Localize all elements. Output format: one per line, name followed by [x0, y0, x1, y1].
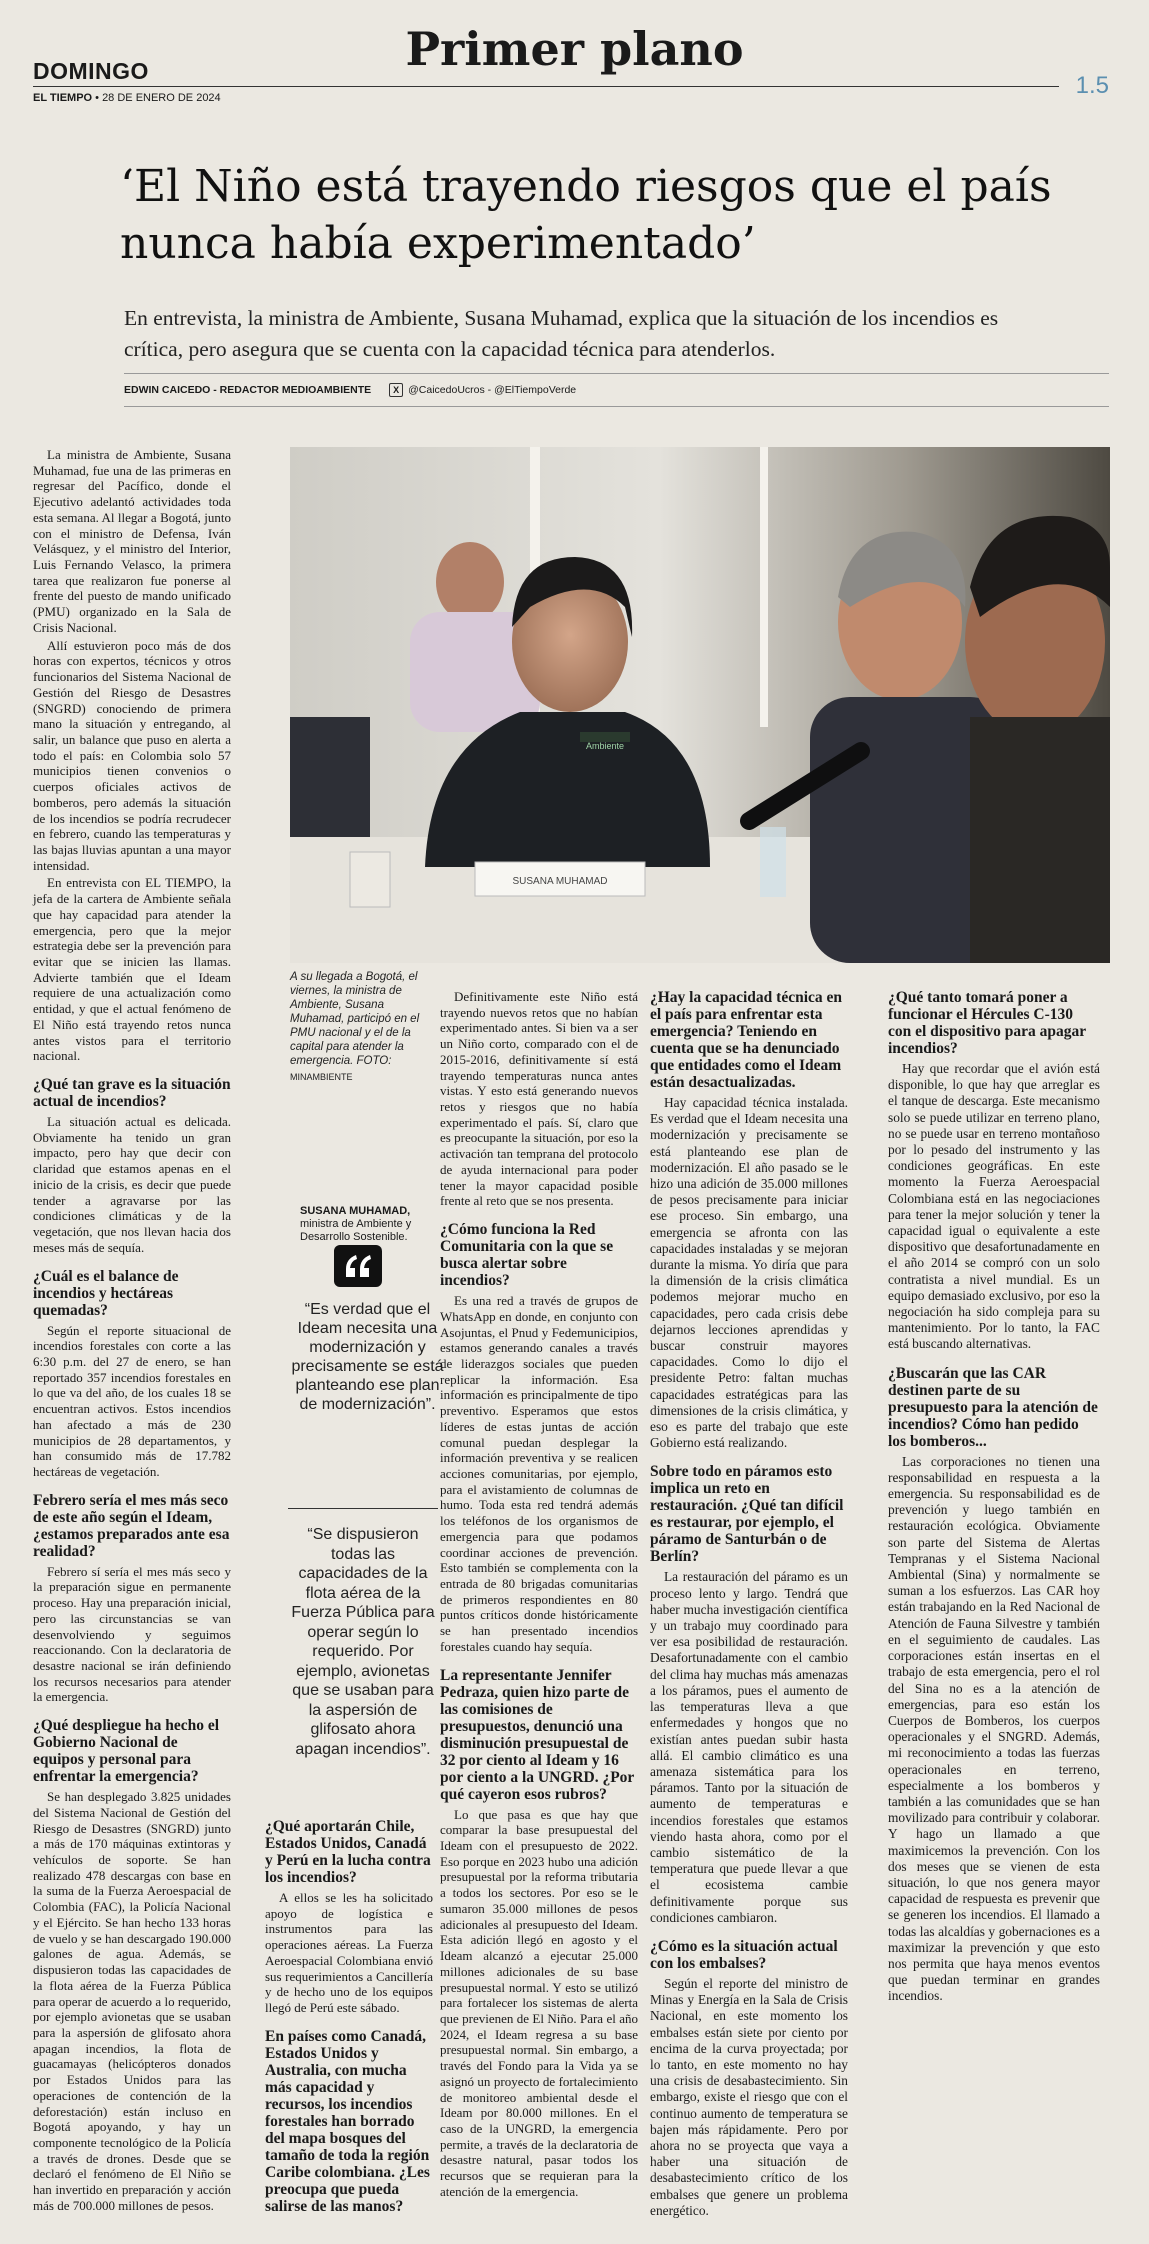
headline: ‘El Niño está trayendo riesgos que el país nunca había experimentado’ [120, 161, 1052, 269]
quote-icon [334, 1245, 382, 1287]
pull-quote-1: “Es verdad que el Ideam necesita una modernización y precisamente se está planteando ese plan de modernización”. [291, 1301, 444, 1413]
column-2 [440, 989, 638, 2202]
question: ¿Cómo es la situación actual con los embalses? [650, 1937, 838, 1972]
question: ¿Buscarán que las CAR destinen parte de su presupuesto para la atención de incendios? Cómo han pedido los bomberos... [888, 1364, 1098, 1450]
question: ¿Qué tan grave es la situación actual de incendios? [33, 1076, 231, 1111]
news-photo [290, 447, 1110, 963]
answer: Es una red a través de grupos de WhatsApp en donde, en conjunto con Asojuntas, el Pnud y Fedemunicipios, estamos generando canales a través de liderazgos sociales que pueden replicar la información. Esa información es principalmente de tipo preventivo. Esperamos que estos líderes de estas juntas de acción comunal puedan desplegar la información preventiva y se realicen acciones comunitarias, por ejemplo, para el avistamiento de columnas de humo. Toda esta red tendrá además los teléfonos de los organismos de emergencia para que podamos coordinar acciones de prevención. Esto también se complementa con la entrada de 80 brigadas comunitarias de primeros respondientes en 80 puntos críticos donde históricamente se han presentado incendios forestales cuando hay sequía. [440, 1293, 638, 1654]
photo-credit: MINAMBIENTE [290, 1072, 353, 1082]
caption-text: A su llegada a Bogotá, el viernes, la ministra de Ambiente, Susana Muhamad, participó en el PMU nacional y el de la capital para atender la emergencia. FOTO: [290, 971, 420, 1067]
question: ¿Hay la capacidad técnica en el país para enfrentar esta emergencia? Teniendo en cuenta que se ha denunciado que entidades como el Ideam están desactualizadas. [650, 989, 843, 1091]
byline-handles: @CaicedoUcros - @ElTiempoVerde [408, 384, 577, 396]
paper-name: EL TIEMPO [33, 92, 93, 104]
header-dateline: EL TIEMPO • 28 DE ENERO DE 2024 [33, 92, 221, 104]
answer: La restauración del páramo es un proceso lento y largo. Tendrá que haber mucha investigación científica y un trabajo muy coordinado para ver esa posibilidad de restauración. Desafortunadamente con el cambio del clima hay muchas más amenazas a los páramos, pues el aumento de las temperaturas lleva a que enfermedades y hongos que no existían antes puedan subir hasta allá. El cambio climático es una amenaza sistemática para los páramos. Tanto por la situación de aumento de temperaturas e incendios forestales que estamos viendo hasta ahora, como por el cambio sistemático de la temperatura que puede llevar a que el ecosistema cambie definitivamente porque sus condiciones cambiaron. [650, 1569, 848, 1925]
column-3 [650, 989, 848, 2221]
column-4 [888, 989, 1100, 2007]
header-rule [33, 86, 1059, 87]
question: La representante Jennifer Pedraza, quien hizo parte de las comisiones de presupuestos, denunció una disminución presupuestal de 32 por ciento al Ideam y 16 por ciento a la UNGRD. ¿Por qué cayeron esos rubros? [440, 1666, 635, 1803]
answer: Febrero sí sería el mes más seco y la preparación sigue en permanente proceso. Hay una preparación inicial, pero las circunstancias se van desenvolviendo y seguimos reaccionando. Con la declaratoria de desastre nacional se irán definiendo los recursos necesarios para atender la emergencia. [33, 1563, 231, 1705]
question: Sobre todo en páramos esto implica un reto en restauración. ¿Qué tan difícil es restaurar, por ejemplo, el páramo de Santurbán o de Berlín? [650, 1463, 844, 1566]
question: ¿Qué despliegue ha hecho el Gobierno Nacional de equipos y personal para enfrentar la emergencia? [33, 1717, 220, 1786]
byline-author: EDWIN CAICEDO - REDACTOR MEDIOAMBIENTE [124, 384, 372, 396]
answer: Según el reporte situacional de incendios forestales con corte a las 6:30 p.m. del 27 de enero, se han reportado 357 incendios forestales en lo que va del año, de los cuales 18 se encuentran activos. Estos incendios han afectado a más de 230 municipios de 28 departamentos, y han consumido más de 17.782 hectáreas de vegetación. [33, 1322, 231, 1479]
photo-caption [290, 970, 430, 1084]
paragraph: En entrevista con EL TIEMPO, la jefa de la cartera de Ambiente señala que hay capacidad para atender la emergencia, pero que la mejor estrategia debe ser la prevención para evitar que se inicien las llamas. Advierte también que el Ideam requiere de una actualización como entidad, y que el actual fenómeno de El Niño está trayendo retos nunca antes vistos para el territorio nacional. [33, 875, 231, 1064]
pull-attribution [300, 1205, 450, 1244]
answer: Se han desplegado 3.825 unidades del Sistema Nacional de Gestión del Riesgo de Desastres (SNGRD) junto a más de 170 máquinas extintoras y vehículos de soporte. Se han realizado 478 descargas con base en la suma de la Fuerza Aeroespacial de Colombia (FAC), la Policía Nacional y el Ejército. Se han hecho 133 horas de vuelo y se han descargado 190.000 galones de agua. Además, se dispusieron todas las capacidades de la flota aérea de la Fuerza Pública para operar de acuerdo a lo requerido, por ejemplo avionetas que se usaban para la aspersión de glifosato ahora apagan incendios, la flota de guacamayas (helicópteros donados por Estados Unidos para las operaciones de contención de la deforestación) están incluso en Bogotá apoyando, y hay un componente tecnológico de la Policía a través de drones. Desde que se declaró el fenómeno de El Niño se han invertido en preparación y acción más de 700.000 millones de pesos. [33, 1789, 231, 2213]
question: ¿Cuál es el balance de incendios y hectáreas quemadas? [33, 1267, 179, 1319]
deck: En entrevista, la ministra de Ambiente, Susana Muhamad, explica que la situación de los incendios es crítica, pero asegura que se cuenta con la capacidad técnica para atenderlos. [124, 306, 999, 361]
question: ¿Qué aportarán Chile, Estados Unidos, Canadá y Perú en la lucha contra los incendios? [265, 1818, 431, 1886]
photo-illustration [290, 447, 1110, 963]
column-2-bottom [265, 1818, 433, 2219]
answer: Lo que pasa es que hay que comparar la base presupuestal del Ideam con el presupuesto de 2022. Eso porque en 2023 hubo una adición presupuestal por la reforma tributaria a todos los sectores. Por eso se le sumaron 35.000 millones de pesos adicionales al presupuesto del Ideam. Esta adición llegó en agosto y el Ideam alcanzó a ejecutar 25.000 millones adicionales de su base presupuestal normal. Y esto se utilizó para fortalecer los sistemas de alerta que previenen de El Niño. Para el año 2024, el Ideam regresa a su base presupuestal normal. Sin embargo, a través del Fondo para la Vida ya se asignó un proyecto de fortalecimiento de monitoreo ambiental desde el Ideam por 80.000 millones. En el caso de la UNGRD, la emergencia permite, a través de la declaratoria de desastre natural, pasar todos los recursos que se requieran para la atención de la emergencia. [440, 1806, 638, 2199]
answer: Hay que recordar que el avión está disponible, lo que hay que arreglar es el tanque de descarga. Este mecanismo solo se puede utilizar en terreno plano, no se puede usar en terreno montañoso por lo pesado del instrumento y las condiciones geográficas. En este momento la Fuerza Aeroespacial Colombiana está en las negociaciones para tener la mejor solución y tener la capacidad igual o equivalente a este dispositivo que desafortunadamente en el año 2014 se compró con un solo contratista a nivel mundial. Es un equipo demasiado exclusivo, por eso la negociación ha sido compleja para su mantenimiento. Por lo tanto, la FAC está buscando alternativas. [888, 1061, 1100, 1352]
byline-social [389, 383, 576, 397]
paragraph: Allí estuvieron poco más de dos horas con expertos, técnicos y otros funcionarios del Sistema Nacional de Gestión del Riesgo de Desastres (SNGRD) conociendo de primera mano la situación y entregando, al salir, un balance que puso en alerta a todo el país: en Colombia solo 57 municipios tienen convenios o cuerpos oficiales activos de bomberos, pero además la situación de los incendios se podría recrudecer en febrero, cuando las temperaturas y las bajas lluvias apuntan a una mayor intensidad. [33, 637, 231, 873]
question: ¿Qué tanto tomará poner a funcionar el Hércules C-130 con el dispositivo para apagar incendios? [888, 989, 1086, 1057]
paragraph: La ministra de Ambiente, Susana Muhamad, fue una de las primeras en regresar del Pacífico, donde el Ejecutivo adelantó actividades toda esta semana. Al llegar a Bogotá, junto con el ministro de Defensa, Iván Velásquez, y el ministro del Interior, Luis Fernando Velasco, la primera tarea que realizaron fue ponerse al frente del puesto de mando unificado (PMU) organizado en la Sala de Crisis Nacional. [33, 447, 231, 635]
answer: Según el reporte del ministro de Minas y Energía en la Sala de Crisis Nacional, en este momento los embalses están siete por ciento por encima de la curva proyectada; por lo tanto, en este momento no hay una crisis de desabastecimiento. Sin embargo, existe el riesgo que con el continuo aumento de temperatura se bajen más rápidamente. Pero por ahora no se proyecta que vaya a haber una situación de desabastecimiento crítico de los embalses que genere un problema energético. [650, 1975, 848, 2218]
column-1 [33, 447, 231, 2216]
question: En países como Canadá, Estados Unidos y Australia, con mucha más capacidad y recursos, los incendios forestales han borrado del mapa bosques del tamaño de toda la región Caribe colombiana. ¿Les preocupa que pueda salirse de las manos? [265, 2027, 430, 2215]
header-date: 28 DE ENERO DE 2024 [102, 92, 221, 104]
section-title: Primer plano [405, 22, 744, 76]
byline [124, 373, 1109, 407]
photo-nameplate: SUSANA MUHAMAD [512, 876, 608, 887]
x-social-icon: X [389, 383, 403, 397]
answer: A ellos se les ha solicitado apoyo de logística e instrumentos para las operaciones aéreas. La Fuerza Aeroespacial Colombiana envió sus requerimientos a Cancillería y de hecho uno de los equipos llegó de Perú este sábado. [265, 1890, 433, 2016]
jacket-logo: Ambiente [586, 741, 625, 751]
answer: Hay capacidad técnica instalada. Es verdad que el Ideam necesita una modernización y precisamente se está planteando ese plan de modernización. El año pasado se le hizo una adición de 35.000 millones de pesos precisamente para iniciar ese proceso. Sin embargo, una emergencia se afronta con las capacidades instaladas y se mejoran durante la misma. Yo diría que para la dimensión de la crisis climática podemos mejorar mucho en capacidades, pero cada crisis debe dejarnos lecciones aprendidas y buscar construir mayores capacidades. Como lo dijo el presidente Petro: faltan muchas capacidades estratégicas para las dimensiones de la crisis climática, y eso es parte del trabajo que este Gobierno está realizando. [650, 1095, 848, 1451]
answer: Las corporaciones no tienen una responsabilidad en respuesta a la emergencia. Su responsabilidad es de prevención y luego también en restauración ecológica. Obviamente son parte del Sistema de Alertas Tempranas y el Sistema Nacional Ambiental (Sina) y normalmente se suman a los esfuerzos. Las CAR hoy están trabajando en la Red Nacional de Atención de Fauna Silvestre y también en el seguimiento de caudales. Las corporaciones están insertas en el trabajo de esta emergencia, pero el rol del Sina no es a la atención de emergencias, para eso están los Cuerpos de Bomberos, los cuerpos operacionales y el SNGRD. Además, mi reconocimiento a todas las fuerzas operacionales en terreno, especialmente a los bomberos y también a las comunidades que se han movilizado para contribuir y colaborar. Y hago un llamado a que maximicemos la prevención. Con los dos meses que se vienen de esta situación, lo que nos genera mayor capacidad de respuesta es prevenir que se generen los incendios. El llamado a todas las alcaldías y gobernaciones es a maximizar la prevención y que esto nos permita que haya menos eventos que puedan terminar en grandes incendios. [888, 1453, 1100, 2004]
pull-title: ministra de Ambiente y Desarrollo Sostenible. [300, 1218, 412, 1243]
pull-name: SUSANA MUHAMAD, [300, 1205, 411, 1217]
question: Febrero sería el mes más seco de este año según el Ideam, ¿estamos preparados ante esa realidad? [33, 1491, 230, 1560]
page-number: 1.5 [1075, 72, 1109, 99]
header-day: DOMINGO [33, 58, 149, 84]
question: ¿Cómo funciona la Red Comunitaria con la que se busca alertar sobre incendios? [440, 1221, 614, 1290]
answer: La situación actual es delicada. Obviamente ha tenido un gran impacto, pero hay que decir con claridad que estamos apenas en el inicio de la crisis, es decir que puede tender a agravarse por las condiciones climáticas y de la vegetación, que nos llevan hacia dos meses más de sequía. [33, 1114, 231, 1255]
pull-quote-2: “Se dispusieron todas las capacidades de la flota aérea de la Fuerza Pública para operar según lo requerido. Por ejemplo, avionetas que se usaban para la aspersión de glifosato ahora apagan incendios”. [288, 1508, 438, 1759]
answer: Definitivamente este Niño está trayendo nuevos retos que no habían experimentado antes. Si bien va a ser un Niño corto, comparado con el de 2015-2016, definitivamente sí está trayendo temperaturas nunca antes vistas. Y esto está generando nuevos retos y riesgos que no había experimentado el país. Sí, claro que es preocupante la situación, por eso la activación tan temprana del protocolo de ayuda internacional para poder tener la mayor capacidad posible frente al reto que se nos presenta. [440, 989, 638, 1209]
